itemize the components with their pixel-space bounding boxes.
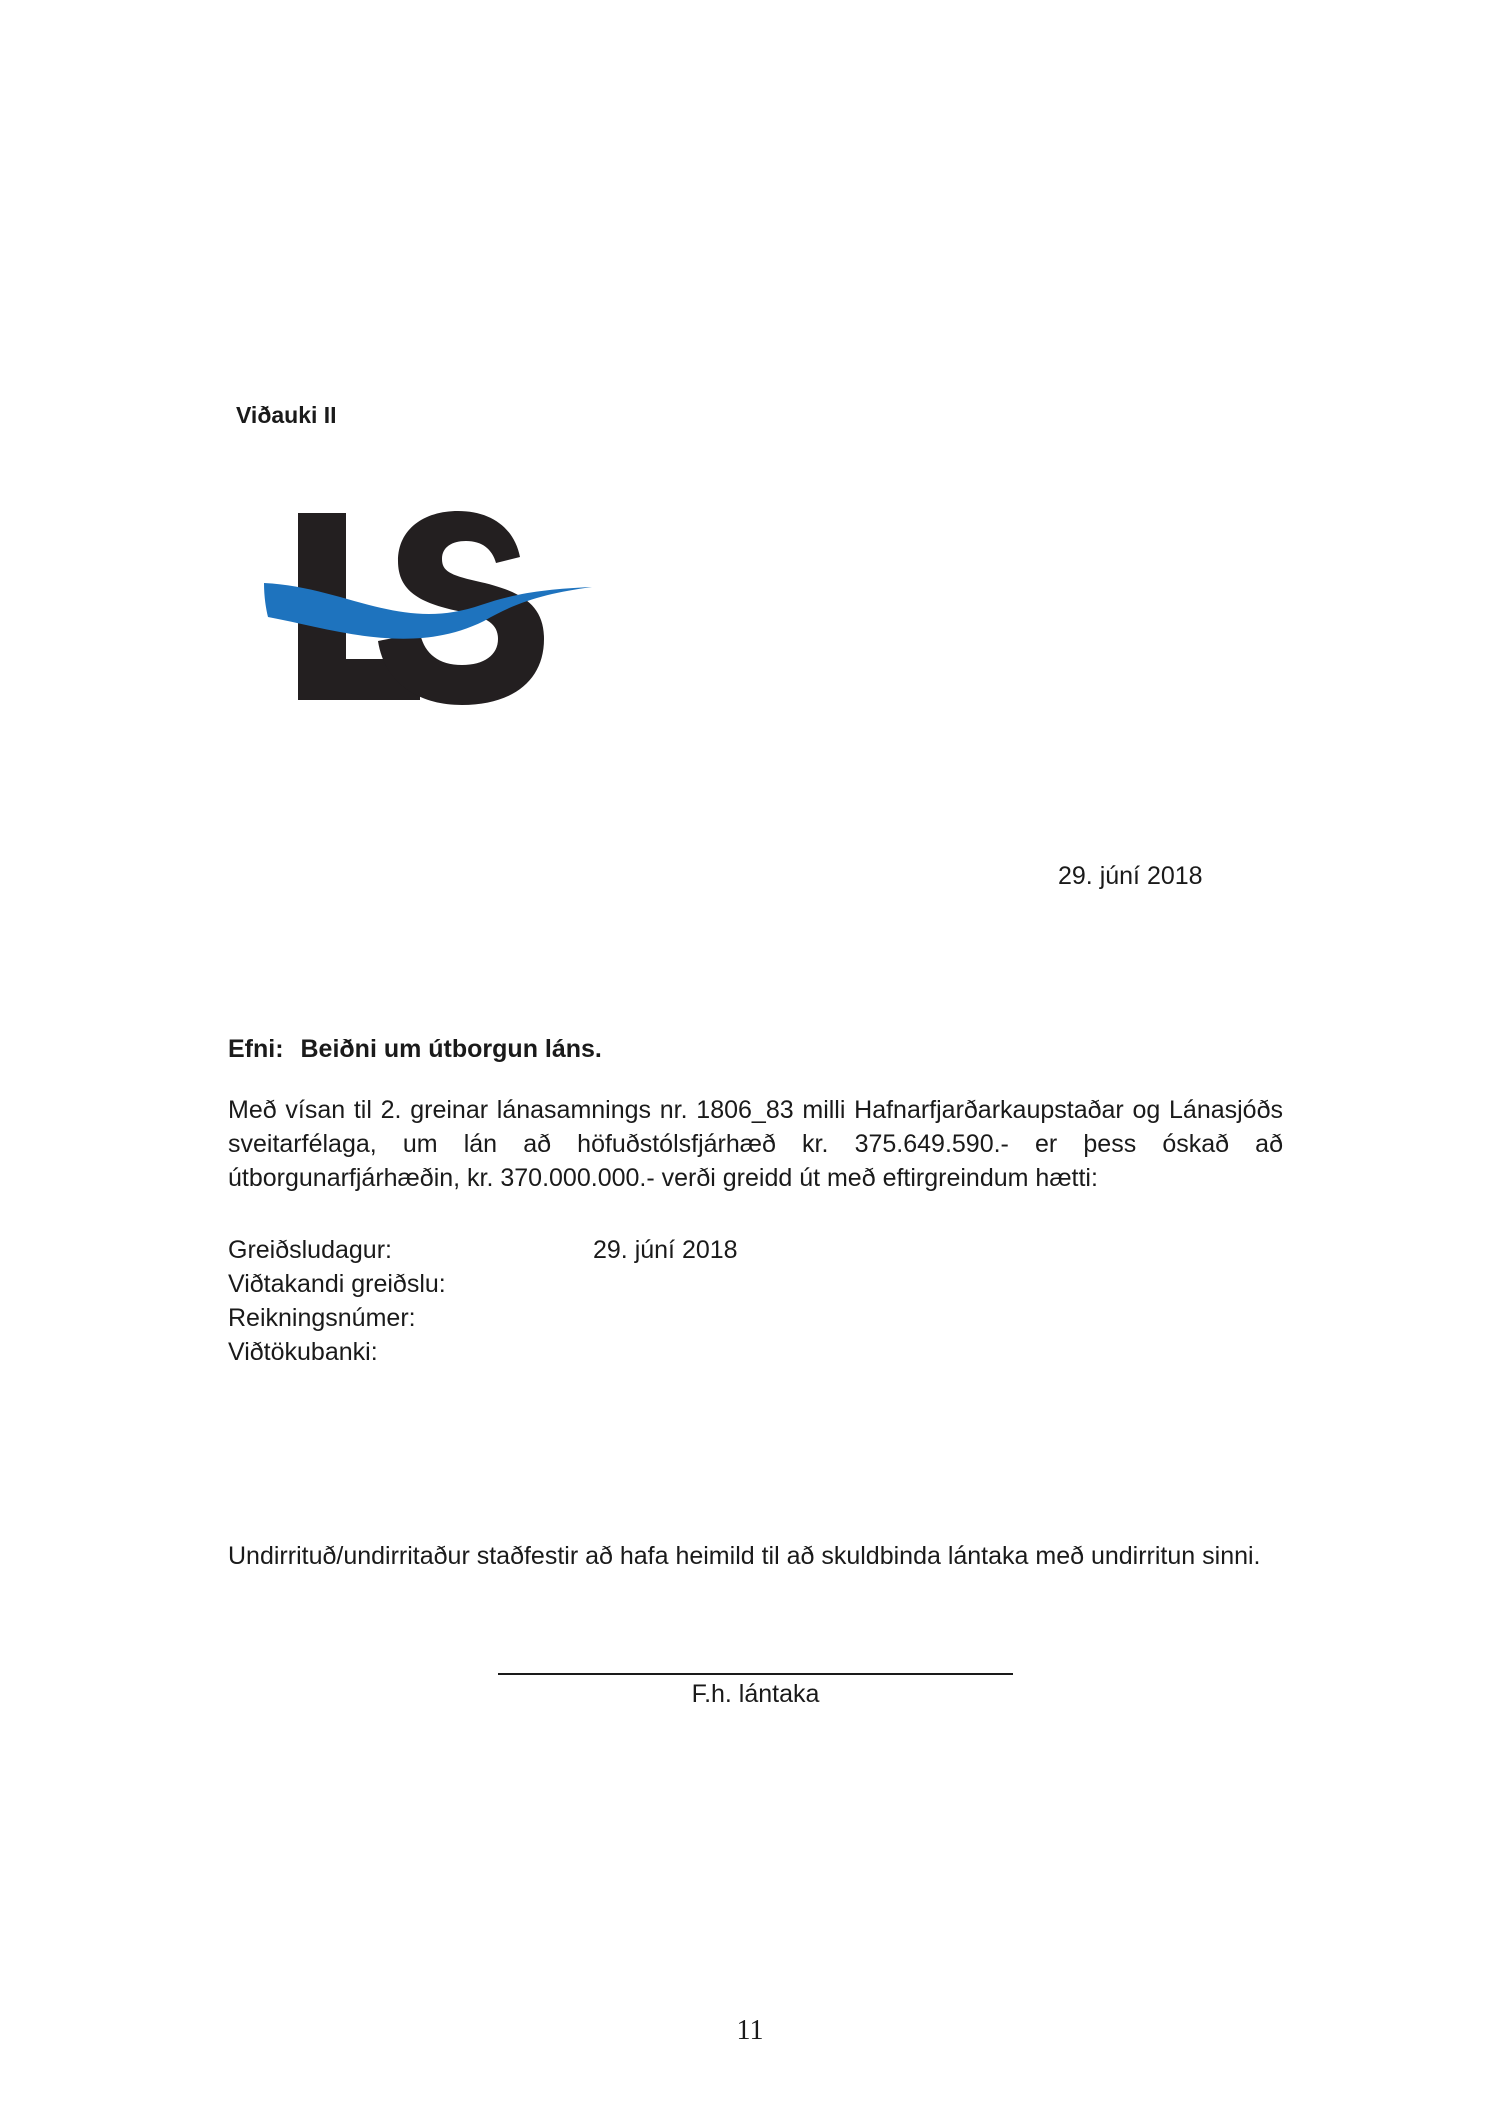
signature-label: F.h. lántaka (691, 1680, 820, 1708)
detail-value: 29. júní 2018 (593, 1236, 738, 1264)
page-number: 11 (736, 2015, 764, 2046)
detail-label: Reikningsnúmer: (228, 1304, 416, 1332)
detail-row-recipient (228, 1267, 738, 1301)
logo-letter-s (378, 511, 544, 705)
detail-label: Viðtökubanki: (228, 1338, 378, 1366)
signature-line (498, 1673, 1013, 1675)
subject-label: Efni: (228, 1035, 284, 1063)
payment-details (228, 1233, 738, 1369)
detail-label: Greiðsludagur: (228, 1236, 392, 1264)
detail-row-receiving-bank (228, 1335, 738, 1369)
subject-text: Beiðni um útborgun láns. (300, 1035, 602, 1063)
detail-label: Viðtakandi greiðslu: (228, 1270, 446, 1298)
letter-body: Með vísan til 2. greinar lánasamnings nr. 1806_83 milli Hafnarfjarðarkaupstaðar og Lánasjóðs sveitarfélaga, um lán að höfuðstólsfjárhæð kr. 375.649.590.- er þess óskað að útborgunarfjárhæðin, kr. 370.000.000.- verði greidd út með eftirgreindum hætti: (228, 1096, 1283, 1192)
subject-line (228, 1035, 602, 1064)
confirmation-text: Undirrituð/undirritaður staðfestir að hafa heimild til að skuldbinda lántaka með undirritun sinni. (228, 1542, 1261, 1570)
detail-row-account-number (228, 1301, 738, 1335)
letter-date: 29. júní 2018 (1058, 862, 1203, 890)
ls-logo (236, 505, 606, 720)
appendix-label: Viðauki II (236, 402, 337, 428)
detail-row-payment-date (228, 1233, 738, 1267)
